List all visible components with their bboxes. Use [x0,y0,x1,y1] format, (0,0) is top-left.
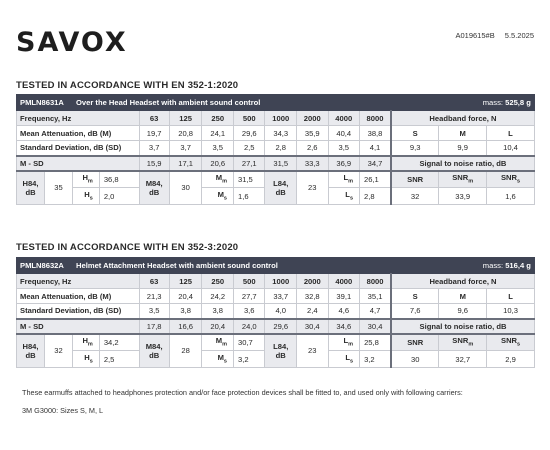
frequency-1: 125 [169,274,202,289]
mm-subscript: m [222,342,227,348]
savox-logo: SAVOX [16,27,128,58]
headband-force-header: Headband force, N [391,274,534,289]
ms-symbol: $M_s$ [202,188,234,205]
snr-value-2: 2,9 [487,351,535,368]
frequency-6: 4000 [328,274,360,289]
h84-label [17,171,45,205]
ms-subscript: s [223,195,227,202]
mass-label: mass: [482,98,503,107]
attenuation-table-0 [16,94,535,205]
document-date: 5.5.2025 [504,31,534,40]
snr-label-2 [487,171,535,188]
snr-label-1 [439,171,487,188]
h84-label-line-1: dB [25,187,36,197]
l84-label-line-0: L84, [273,178,289,188]
hs-subscript: s [89,358,93,365]
carrier-item: 3M G3000: Sizes S, M, L [22,406,104,415]
mm-symbol: $M_m$ [202,334,234,351]
snr-value-1: 33,9 [439,188,487,205]
sd-value-6: 4,6 [328,304,360,319]
hm-value: 36,8 [99,171,139,188]
frequency-label: Frequency, Hz [17,111,140,126]
snr-label-0 [391,171,439,188]
l84-label [265,334,297,368]
l84-label-line-1: dB [275,350,286,360]
frequency-0: 63 [139,111,169,126]
attenuation-table-1 [16,257,535,368]
hm-value: 34,2 [99,334,139,351]
msd-value-5: 30,4 [296,319,328,334]
snr-label-base-1: SNR [452,173,469,183]
mean-attenuation-label: Mean Attenuation, dB (M) [17,126,140,141]
mean-value-3: 29,6 [233,126,265,141]
frequency-2: 250 [202,111,234,126]
mass-label: mass: [482,261,504,270]
sd-value-4: 2,8 [265,141,297,156]
headband-force-0: 7,6 [391,304,439,319]
headband-force-0: 9,3 [391,141,439,156]
h84-value: 35 [45,171,73,205]
msd-value-4: 29,6 [265,319,297,334]
mean-attenuation-label: Mean Attenuation, dB (M) [17,289,140,304]
headband-force-1: 9,6 [439,304,487,319]
size-label-2: L [487,126,535,141]
lm-symbol: $L_m$ [328,171,360,188]
sd-value-1: 3,8 [169,304,202,319]
mass-value [328,258,534,274]
ls-symbol: $L_s$ [328,351,360,368]
mean-value-6: 39,1 [328,289,360,304]
h84-label-line-0: H84, [22,178,39,188]
l84-label-line-1: dB [275,187,286,197]
mean-value-1: 20,8 [169,126,202,141]
frequency-0: 63 [139,274,169,289]
snr-value-2: 1,6 [487,188,535,205]
snr-label-sub-1: m [468,342,474,348]
msd-value-6: 36,9 [328,156,360,171]
frequency-2: 250 [202,274,234,289]
mean-value-0: 21,3 [139,289,169,304]
hs-value: 2,0 [99,188,139,205]
frequency-7: 8000 [360,111,392,126]
hs-symbol: $H_s$ [73,188,100,205]
section-title-en352-3: TESTED IN ACCORDANCE WITH EN 352-3:2020 [16,242,239,253]
ms-symbol: $M_s$ [202,351,234,368]
msd-value-1: 16,6 [169,319,202,334]
snr-label-1 [439,334,487,351]
frequency-1: 125 [169,111,202,126]
m84-label-line-1: dB [149,350,160,360]
msd-label: M - SD [17,319,140,334]
standard-deviation-label: Standard Deviation, dB (SD) [17,141,140,156]
sd-value-3: 3,6 [233,304,265,319]
hs-subscript: s [89,195,93,202]
mm-subscript: m [222,179,227,185]
frequency-3: 500 [233,111,265,126]
frequency-4: 1000 [265,274,297,289]
sd-value-2: 3,8 [202,304,234,319]
snr-value-0: 32 [391,188,439,205]
sd-value-7: 4,7 [360,304,392,319]
msd-value-0: 15,9 [139,156,169,171]
mean-value-7: 38,8 [360,126,392,141]
m84-label-line-0: M84, [145,341,163,351]
size-label-1: M [439,289,487,304]
ls-subscript: s [349,195,353,202]
mean-value-2: 24,1 [202,126,234,141]
hm-subscript: m [87,179,93,185]
msd-label: M - SD [17,156,140,171]
ms-subscript: s [223,358,227,365]
m84-value: 28 [169,334,202,368]
headband-force-1: 9,9 [439,141,487,156]
snr-label-base-2: SNR [501,336,518,346]
sd-value-2: 3,5 [202,141,234,156]
snr-label-base-0: SNR [407,174,424,184]
lm-symbol: $L_m$ [328,334,360,351]
frequency-5: 2000 [296,111,328,126]
msd-value-7: 34,7 [360,156,392,171]
mean-value-4: 34,3 [265,126,297,141]
mean-value-5: 35,9 [296,126,328,141]
h84-label [17,334,45,368]
msd-value-7: 30,4 [360,319,392,334]
hm-subscript: m [87,342,93,348]
m84-label [139,171,169,205]
product-description: Helmet Attachment Headset with ambient sound control [73,258,329,274]
product-description: Over the Head Headset with ambient sound control [73,95,328,111]
carriers-note: These earmuffs attached to headphones protection and/or face protection devices shall be fitted to, and used only with following carriers: [22,388,463,397]
sd-value-5: 2,4 [296,304,328,319]
msd-value-0: 17,8 [139,319,169,334]
snr-header: Signal to noise ratio, dB [391,156,534,171]
msd-value-3: 27,1 [233,156,265,171]
snr-label-sub-2: s [517,342,521,348]
m84-label [139,334,169,368]
snr-label-0 [391,334,439,351]
ls-subscript: s [350,358,354,365]
sd-value-0: 3,5 [139,304,169,319]
snr-header: Signal to noise ratio, dB [391,319,534,334]
lm-subscript: m [348,342,354,348]
mean-value-5: 32,8 [296,289,328,304]
snr-value-1: 32,7 [439,351,487,368]
sd-value-7: 4,1 [360,141,392,156]
mean-value-3: 27,7 [233,289,265,304]
snr-label-2 [487,334,535,351]
mean-value-1: 20,4 [169,289,202,304]
mm-value: 31,5 [233,171,265,188]
hm-symbol: $H_m$ [73,334,100,351]
sd-value-0: 3,7 [139,141,169,156]
size-label-0: S [391,289,439,304]
ls-value: 3,2 [360,351,392,368]
frequency-6: 4000 [328,111,360,126]
h84-value: 32 [45,334,73,368]
msd-value-1: 17,1 [169,156,202,171]
m84-label-line-1: dB [149,187,160,197]
mean-value-7: 35,1 [360,289,392,304]
size-label-1: M [439,126,487,141]
snr-label-base-0: SNR [407,337,424,347]
snr-value-0: 30 [391,351,439,368]
frequency-4: 1000 [265,111,297,126]
msd-value-2: 20,6 [202,156,234,171]
sd-value-3: 2,5 [233,141,265,156]
mm-value: 30,7 [233,334,265,351]
snr-label-base-2: SNR [500,173,517,183]
snr-label-sub-2: s [516,179,521,185]
m84-label-line-0: M84, [145,178,163,188]
hs-value: 2,5 [99,351,139,368]
sd-value-1: 3,7 [169,141,202,156]
mean-value-6: 40,4 [328,126,360,141]
part-number: PMLN8631A [17,95,73,111]
ms-value: 3,2 [233,351,265,368]
part-number: PMLN8632A [17,258,73,274]
msd-value-5: 33,3 [296,156,328,171]
sd-value-4: 4,0 [265,304,297,319]
standard-deviation-label: Standard Deviation, dB (SD) [17,304,140,319]
sd-value-6: 3,5 [328,141,360,156]
msd-value-3: 24,0 [233,319,265,334]
frequency-label: Frequency, Hz [17,274,140,289]
lm-value: 25,8 [360,334,392,351]
mm-symbol: $M_m$ [202,171,234,188]
mass-amount: 525,8 g [505,98,531,107]
ls-symbol: $L_s$ [328,188,360,205]
mean-value-2: 24,2 [202,289,234,304]
mean-value-4: 33,7 [265,289,297,304]
lm-value: 26,1 [360,171,392,188]
sd-value-5: 2,6 [296,141,328,156]
msd-value-2: 20,4 [202,319,234,334]
ls-value: 2,8 [360,188,392,205]
hs-symbol: $H_s$ [73,351,100,368]
document-reference [448,31,535,40]
hm-symbol: $H_m$ [73,171,100,188]
headband-force-header: Headband force, N [391,111,534,126]
size-label-0: S [391,126,439,141]
size-label-2: L [487,289,535,304]
snr-label-sub-1: m [468,179,474,185]
h84-label-line-0: H84, [22,341,39,351]
l84-value: 23 [296,334,328,368]
headband-force-2: 10,3 [487,304,535,319]
l84-value: 23 [296,171,328,205]
frequency-5: 2000 [296,274,328,289]
section-title-en352-1: TESTED IN ACCORDANCE WITH EN 352-1:2020 [16,80,239,91]
lm-subscript: m [348,179,353,185]
mean-value-0: 19,7 [139,126,169,141]
mass-value [328,95,534,111]
document-id: A019615#B [455,31,495,40]
m84-value: 30 [169,171,202,205]
snr-label-base-1: SNR [452,336,469,346]
mass-amount: 516,4 g [505,261,531,270]
msd-value-6: 34,6 [328,319,360,334]
frequency-3: 500 [233,274,265,289]
h84-label-line-1: dB [25,350,36,360]
ms-value: 1,6 [233,188,265,205]
l84-label-line-0: L84, [273,341,289,351]
l84-label [265,171,297,205]
frequency-7: 8000 [360,274,392,289]
msd-value-4: 31,5 [265,156,297,171]
headband-force-2: 10,4 [487,141,535,156]
